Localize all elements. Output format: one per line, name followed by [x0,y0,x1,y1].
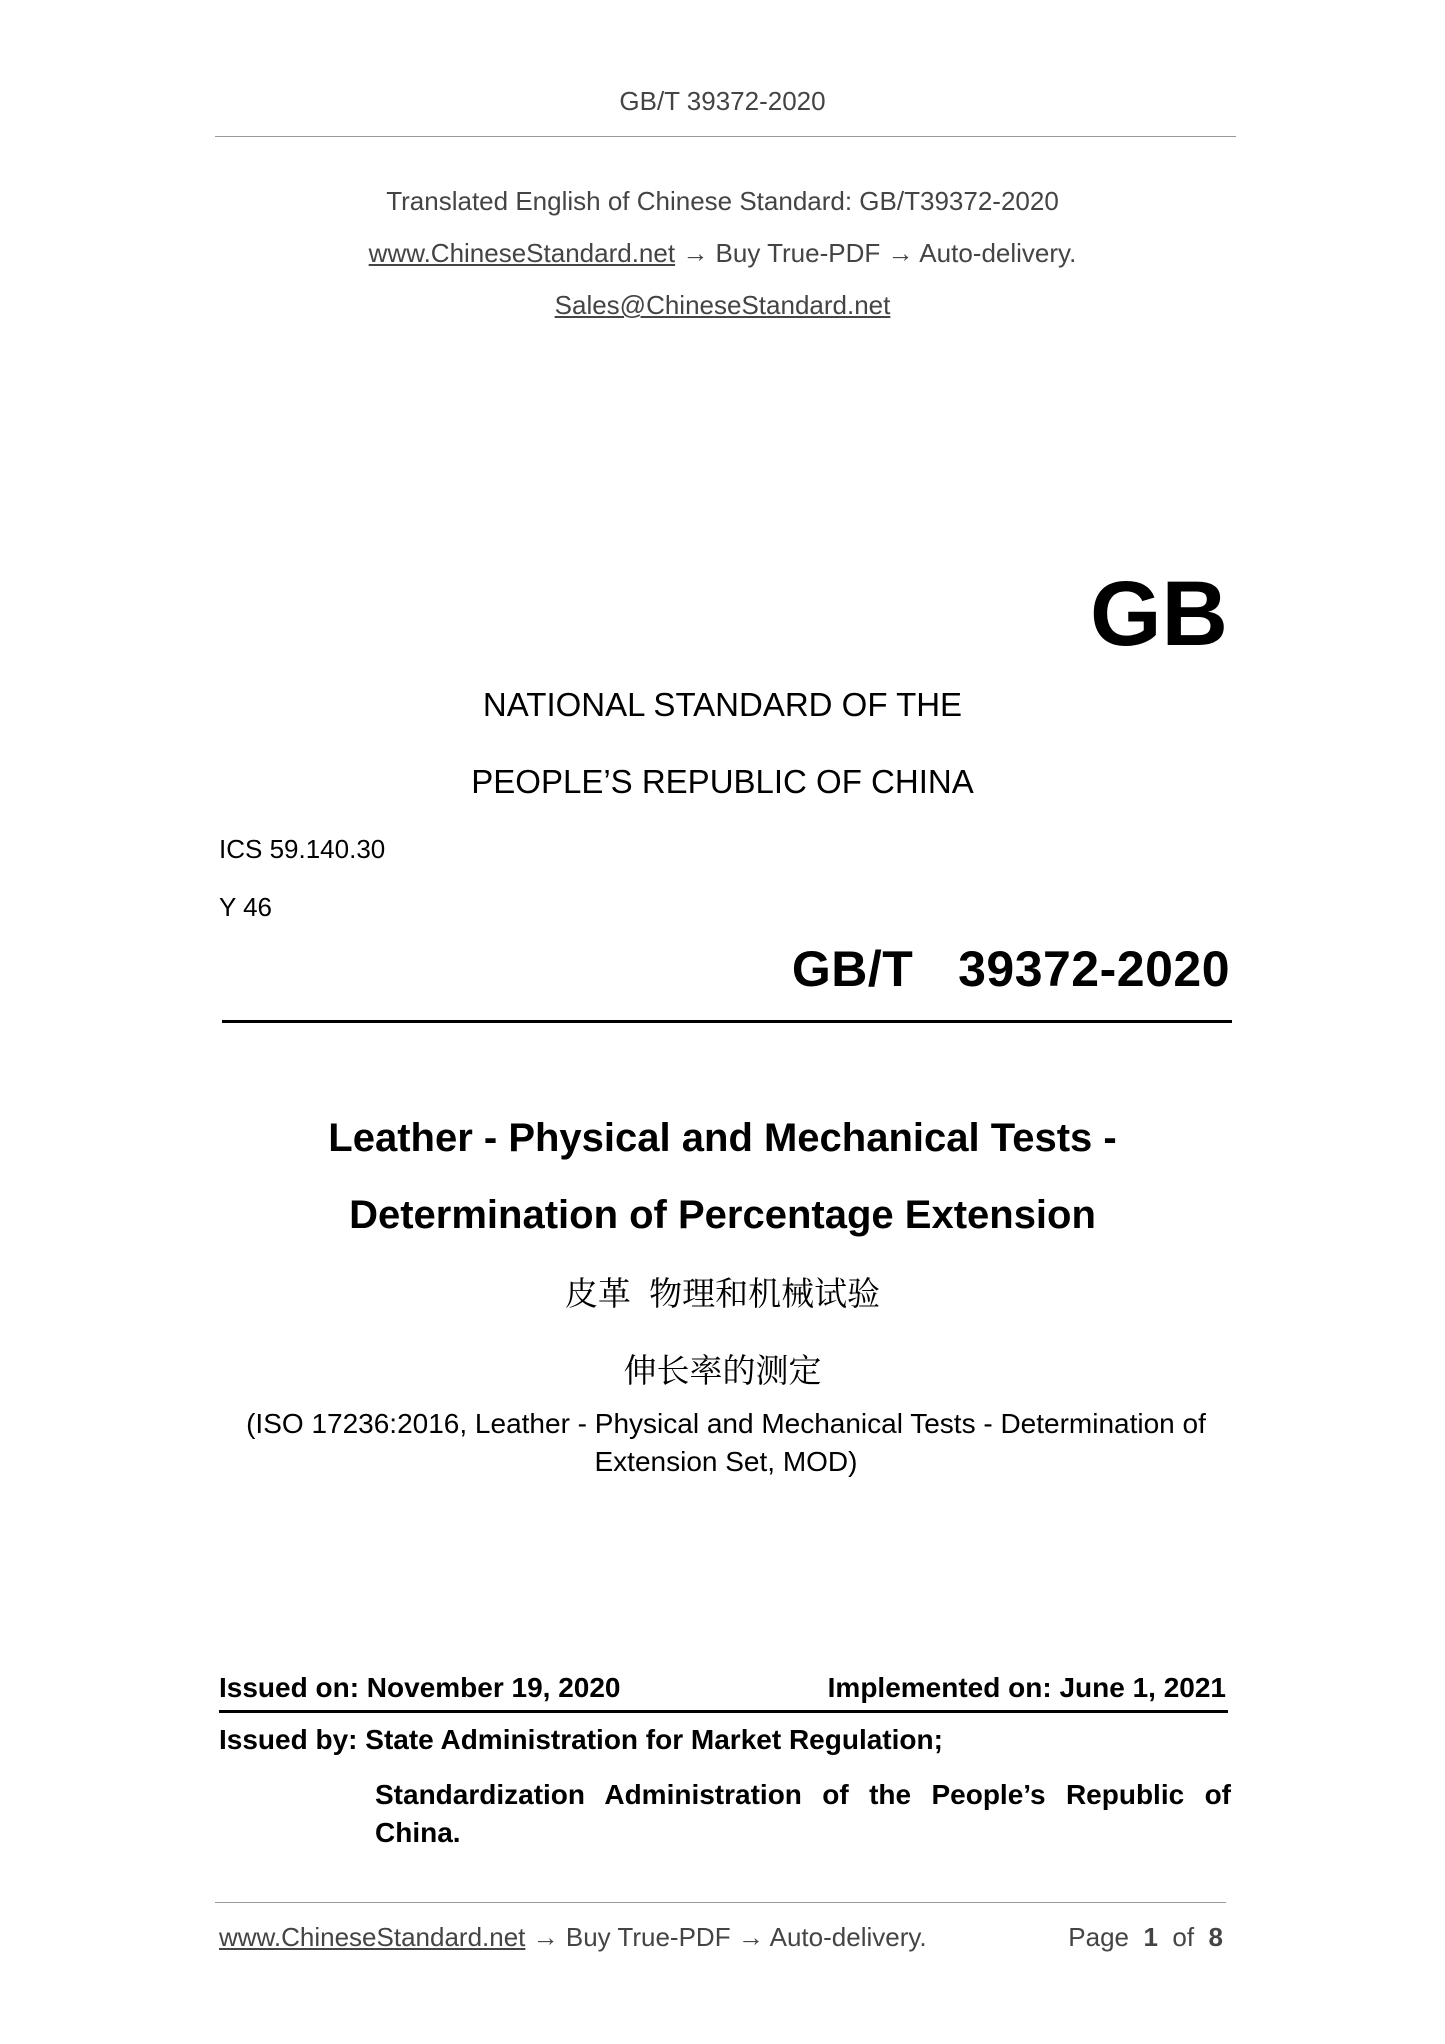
ics-code: ICS 59.140.30 [219,834,386,864]
page-number: 1 [1143,1922,1158,1952]
promo-links [0,238,1445,269]
footer-divider [215,1902,1226,1903]
issued-by: Issued by: State Administration for Market Regulation; [219,1724,943,1755]
email-line [0,290,1445,321]
standard-number: GB/T 39372-2020 [791,941,1230,997]
page-label: Page [1068,1922,1130,1952]
page-indicator [1068,1922,1223,1953]
auto-delivery-text: Auto-delivery. [919,238,1077,268]
implemented-on: Implemented on: June 1, 2021 [827,1672,1226,1703]
chinese-title-line1: 皮革 物理和机械试验 [564,1275,881,1312]
buy-text: Buy True-PDF [715,238,881,268]
running-header: GB/T 39372-2020 [619,86,826,116]
translated-line: Translated English of Chinese Standard: GB/T39372-2020 [386,186,1059,216]
national-standard-line2: PEOPLE’S REPUBLIC OF CHINA [471,763,974,800]
arrow-icon: → [887,238,914,268]
issued-by-secondary: Standardization Administration of the People’s Republic of China. [375,1779,1231,1848]
footer-auto-text: Auto-delivery. [769,1922,927,1952]
page-total: 8 [1208,1922,1223,1952]
national-standard-line1: NATIONAL STANDARD OF THE [482,686,963,723]
issue-divider [219,1710,1228,1713]
footer-site-link[interactable]: www.ChineseStandard.net [219,1922,526,1952]
arrow-icon: → [532,1922,559,1952]
email-link[interactable]: Sales@ChineseStandard.net [554,290,891,320]
footer-links [219,1922,927,1953]
chinese-title-line2: 伸长率的测定 [623,1352,822,1389]
title-line2: Determination of Percentage Extension [349,1193,1096,1237]
header-divider [215,136,1236,137]
arrow-icon: → [682,238,709,268]
classification-code: Y 46 [219,892,273,922]
title-line1: Leather - Physical and Mechanical Tests - [328,1116,1117,1160]
footer-buy-text: Buy True-PDF [565,1922,731,1952]
gb-mark: GB [1090,563,1228,665]
site-link[interactable]: www.ChineseStandard.net [368,238,676,268]
arrow-icon: → [737,1922,764,1952]
standard-number-divider [222,1020,1232,1023]
of-label: of [1172,1922,1195,1952]
iso-reference: (ISO 17236:2016, Leather - Physical and Mechanical Tests - Determination of Extension Set, MOD) [246,1408,1206,1477]
issued-on: Issued on: November 19, 2020 [219,1672,621,1703]
